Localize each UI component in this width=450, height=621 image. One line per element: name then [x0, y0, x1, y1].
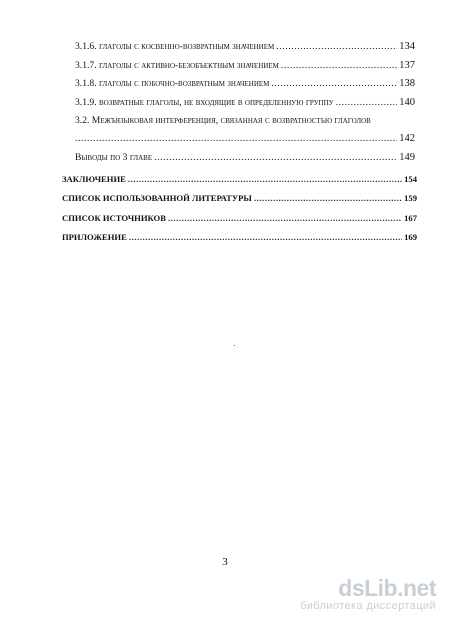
scan-speck — [234, 345, 235, 346]
toc-entry-title: 3.1.8. глаголы с побочно-возвратным значением — [75, 78, 270, 89]
toc-entry-title: 3.1.6. глаголы с косвенно-возвратным значением — [75, 41, 275, 52]
toc-leader-dots — [75, 133, 397, 145]
toc-entry-page: 140 — [399, 97, 415, 108]
toc-entry-page: 154 — [404, 174, 417, 184]
toc-entry-conclusions-ch3[interactable] — [75, 152, 415, 164]
toc-entry-page: 149 — [399, 152, 415, 163]
toc-leader-dots — [168, 212, 402, 224]
toc-entry-conclusion[interactable] — [62, 173, 417, 185]
toc-leader-dots — [129, 231, 402, 243]
toc-entry-3-2[interactable] — [75, 133, 415, 145]
toc-entry-3-1-7[interactable] — [75, 60, 415, 72]
toc-entry-page: 142 — [399, 133, 415, 144]
toc-entry-page: 159 — [404, 193, 417, 203]
toc-leader-dots — [336, 97, 398, 109]
toc-entry-3-1-6[interactable] — [75, 41, 415, 53]
toc-entry-appendix[interactable] — [62, 231, 417, 243]
toc-entry-page: 137 — [399, 60, 415, 71]
toc-leader-dots — [254, 192, 402, 204]
toc-entry-title: 3.1.9. возвратные глаголы, не входящие в определенную группу — [75, 97, 334, 108]
toc-entry-title: ПРИЛОЖЕНИЕ — [62, 232, 127, 242]
toc-entry-title: СПИСОК ИСТОЧНИКОВ — [62, 213, 166, 223]
toc-entry-3-1-8[interactable] — [75, 78, 415, 90]
toc-entry-title: ЗАКЛЮЧЕНИЕ — [62, 174, 126, 184]
toc-entry-title: 3.1.7. глаголы с активно-безобъектным значением — [75, 60, 279, 71]
toc-leader-dots — [271, 78, 397, 90]
toc-entry-page: 138 — [399, 78, 415, 89]
toc-entry-page: 134 — [399, 41, 415, 52]
toc-entry-page: 169 — [404, 232, 417, 242]
watermark — [300, 576, 436, 613]
toc-entry-3-1-9[interactable] — [75, 97, 415, 109]
toc-entry-bibliography[interactable] — [62, 192, 417, 204]
page-number: 3 — [222, 556, 228, 568]
toc-leader-dots — [281, 60, 397, 72]
toc-entry-sources[interactable] — [62, 212, 417, 224]
toc-entry-title: Выводы по 3 главе — [75, 152, 153, 163]
toc-entry-page: 167 — [404, 213, 417, 223]
watermark-logo: dsLib.net — [338, 575, 436, 601]
toc-entry-3-2-title[interactable]: 3.2. Межъязыковая интерференция, связанная с возвратностью глаголов — [75, 115, 371, 126]
toc-entry-title: СПИСОК ИСПОЛЬЗОВАННОЙ ЛИТЕРАТУРЫ — [62, 193, 252, 203]
toc-leader-dots — [128, 173, 402, 185]
watermark-subtitle: библиотека диссертаций — [300, 600, 436, 612]
toc-leader-dots — [154, 152, 397, 164]
toc-leader-dots — [276, 41, 397, 53]
